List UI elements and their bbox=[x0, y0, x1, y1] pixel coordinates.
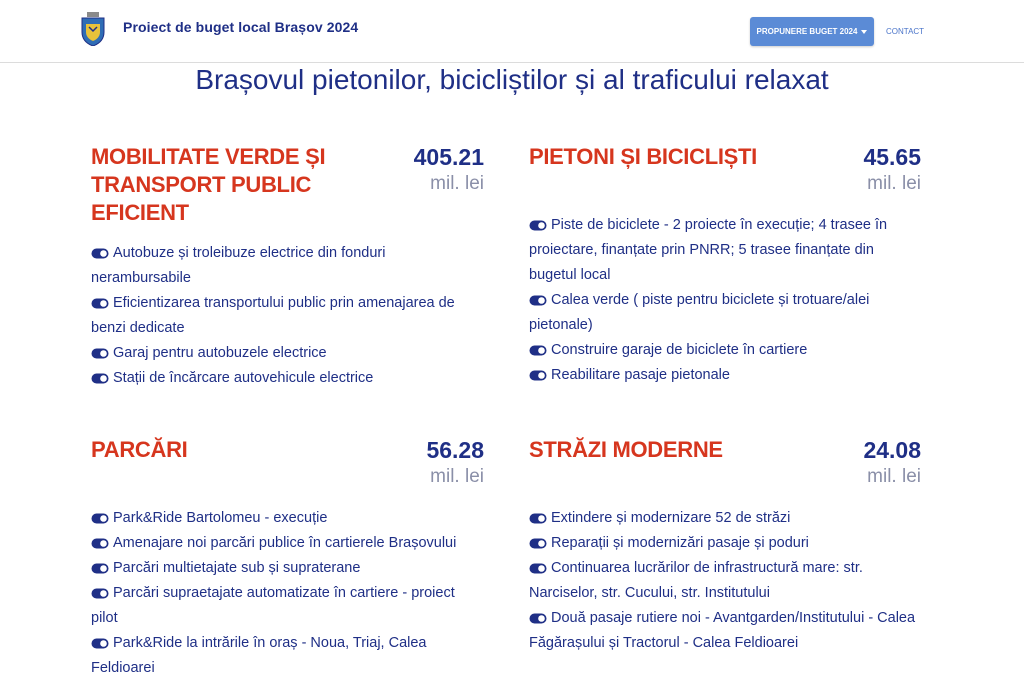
list-item bbox=[91, 556, 484, 581]
toggle-bullet-icon bbox=[91, 638, 109, 649]
list-item bbox=[91, 581, 484, 631]
list-item bbox=[529, 213, 921, 288]
budget-proposal-dropdown[interactable] bbox=[750, 17, 874, 46]
list-item-text: Parcări supraetajate automatizate în cartiere - proiect pilot bbox=[91, 585, 455, 626]
list-item-text: Continuarea lucrărilor de infrastructură mare: str. Narciselor, str. Cucului, str. Institutului bbox=[529, 560, 863, 601]
list-item bbox=[91, 291, 484, 341]
list-item bbox=[91, 366, 484, 391]
toggle-bullet-icon bbox=[529, 295, 547, 306]
card-item-list bbox=[529, 213, 921, 388]
card-item-list bbox=[91, 241, 484, 391]
list-item bbox=[529, 531, 921, 556]
toggle-bullet-icon bbox=[91, 348, 109, 359]
card-unit: mil. lei bbox=[867, 466, 921, 487]
card-amount: 56.28 bbox=[426, 437, 484, 463]
budget-proposal-dropdown-label: PROPUNERE BUGET 2024 bbox=[756, 27, 858, 36]
card-title: STRĂZI MODERNE bbox=[529, 437, 723, 462]
list-item-text: Autobuze și troleibuze electrice din fonduri nerambursabile bbox=[91, 245, 386, 286]
list-item-text: Reparații și modernizări pasaje și poduri bbox=[551, 535, 809, 551]
list-item-text: Două pasaje rutiere noi - Avantgarden/Institutului - Calea Făgărașului și Tractorul - Calea Feldioarei bbox=[529, 610, 916, 651]
card-title: MOBILITATE VERDE ȘI TRANSPORT PUBLIC EFICIENT bbox=[91, 144, 326, 225]
toggle-bullet-icon bbox=[91, 248, 109, 259]
toggle-bullet-icon bbox=[91, 563, 109, 574]
toggle-bullet-icon bbox=[529, 538, 547, 549]
card-amount: 24.08 bbox=[863, 437, 921, 463]
list-item bbox=[529, 606, 921, 656]
list-item-text: Park&Ride la intrările în oraș - Noua, Triaj, Calea Feldioarei bbox=[91, 635, 427, 676]
card-amount: 45.65 bbox=[863, 144, 921, 170]
budget-card-pedestrians-cyclists bbox=[529, 143, 921, 393]
toggle-bullet-icon bbox=[529, 345, 547, 356]
card-amount: 405.21 bbox=[413, 144, 484, 170]
toggle-bullet-icon bbox=[91, 513, 109, 524]
list-item bbox=[91, 241, 484, 291]
list-item-text: Garaj pentru autobuzele electrice bbox=[113, 345, 327, 361]
list-item-text: Park&Ride Bartolomeu - execuție bbox=[113, 510, 328, 526]
card-title: PARCĂRI bbox=[91, 437, 188, 462]
toggle-bullet-icon bbox=[529, 220, 547, 231]
toggle-bullet-icon bbox=[91, 588, 109, 599]
card-item-list bbox=[91, 506, 484, 681]
list-item bbox=[91, 341, 484, 366]
budget-card-modern-streets bbox=[529, 436, 921, 686]
list-item-text: Calea verde ( piste pentru biciclete și trotuare/alei pietonale) bbox=[529, 292, 870, 333]
card-unit: mil. lei bbox=[430, 173, 484, 194]
toggle-bullet-icon bbox=[91, 538, 109, 549]
toggle-bullet-icon bbox=[91, 373, 109, 384]
list-item-text: Amenajare noi parcări publice în cartierele Brașovului bbox=[113, 535, 457, 551]
list-item bbox=[529, 556, 921, 606]
card-unit: mil. lei bbox=[430, 466, 484, 487]
budget-card-mobility bbox=[91, 143, 484, 393]
list-item-text: Construire garaje de biciclete în cartiere bbox=[551, 342, 808, 358]
list-item bbox=[529, 288, 921, 338]
budget-card-parking bbox=[91, 436, 484, 686]
contact-link[interactable]: CONTACT bbox=[886, 27, 925, 36]
toggle-bullet-icon bbox=[529, 370, 547, 381]
list-item bbox=[529, 363, 921, 388]
list-item-text: Piste de biciclete - 2 proiecte în execuție; 4 trasee în proiectare, finanțate prin PNRR; 5 trasee finanțate din bugetul local bbox=[529, 217, 888, 283]
card-item-list bbox=[529, 506, 921, 656]
site-brand-title[interactable]: Proiect de buget local Brașov 2024 bbox=[123, 19, 359, 35]
list-item-text: Reabilitare pasaje pietonale bbox=[551, 367, 730, 383]
navbar bbox=[0, 0, 1024, 63]
brasov-coat-of-arms-logo[interactable] bbox=[80, 12, 106, 46]
toggle-bullet-icon bbox=[529, 563, 547, 574]
list-item-text: Extindere și modernizare 52 de străzi bbox=[551, 510, 791, 526]
list-item bbox=[91, 531, 484, 556]
card-title: PIETONI ȘI BICICLIȘTI bbox=[529, 144, 757, 169]
list-item-text: Eficientizarea transportului public prin amenajarea de benzi dedicate bbox=[91, 295, 455, 336]
list-item bbox=[91, 631, 484, 681]
toggle-bullet-icon bbox=[529, 613, 547, 624]
list-item-text: Parcări multietajate sub și supraterane bbox=[113, 560, 361, 576]
card-unit: mil. lei bbox=[867, 173, 921, 194]
page-title: Brașovul pietonilor, bicicliștilor și al traficului relaxat bbox=[195, 64, 829, 95]
toggle-bullet-icon bbox=[91, 298, 109, 309]
list-item bbox=[91, 506, 484, 531]
list-item bbox=[529, 506, 921, 531]
list-item bbox=[529, 338, 921, 363]
list-item-text: Stații de încărcare autovehicule electrice bbox=[113, 370, 374, 386]
toggle-bullet-icon bbox=[529, 513, 547, 524]
caret-down-icon bbox=[861, 30, 867, 34]
